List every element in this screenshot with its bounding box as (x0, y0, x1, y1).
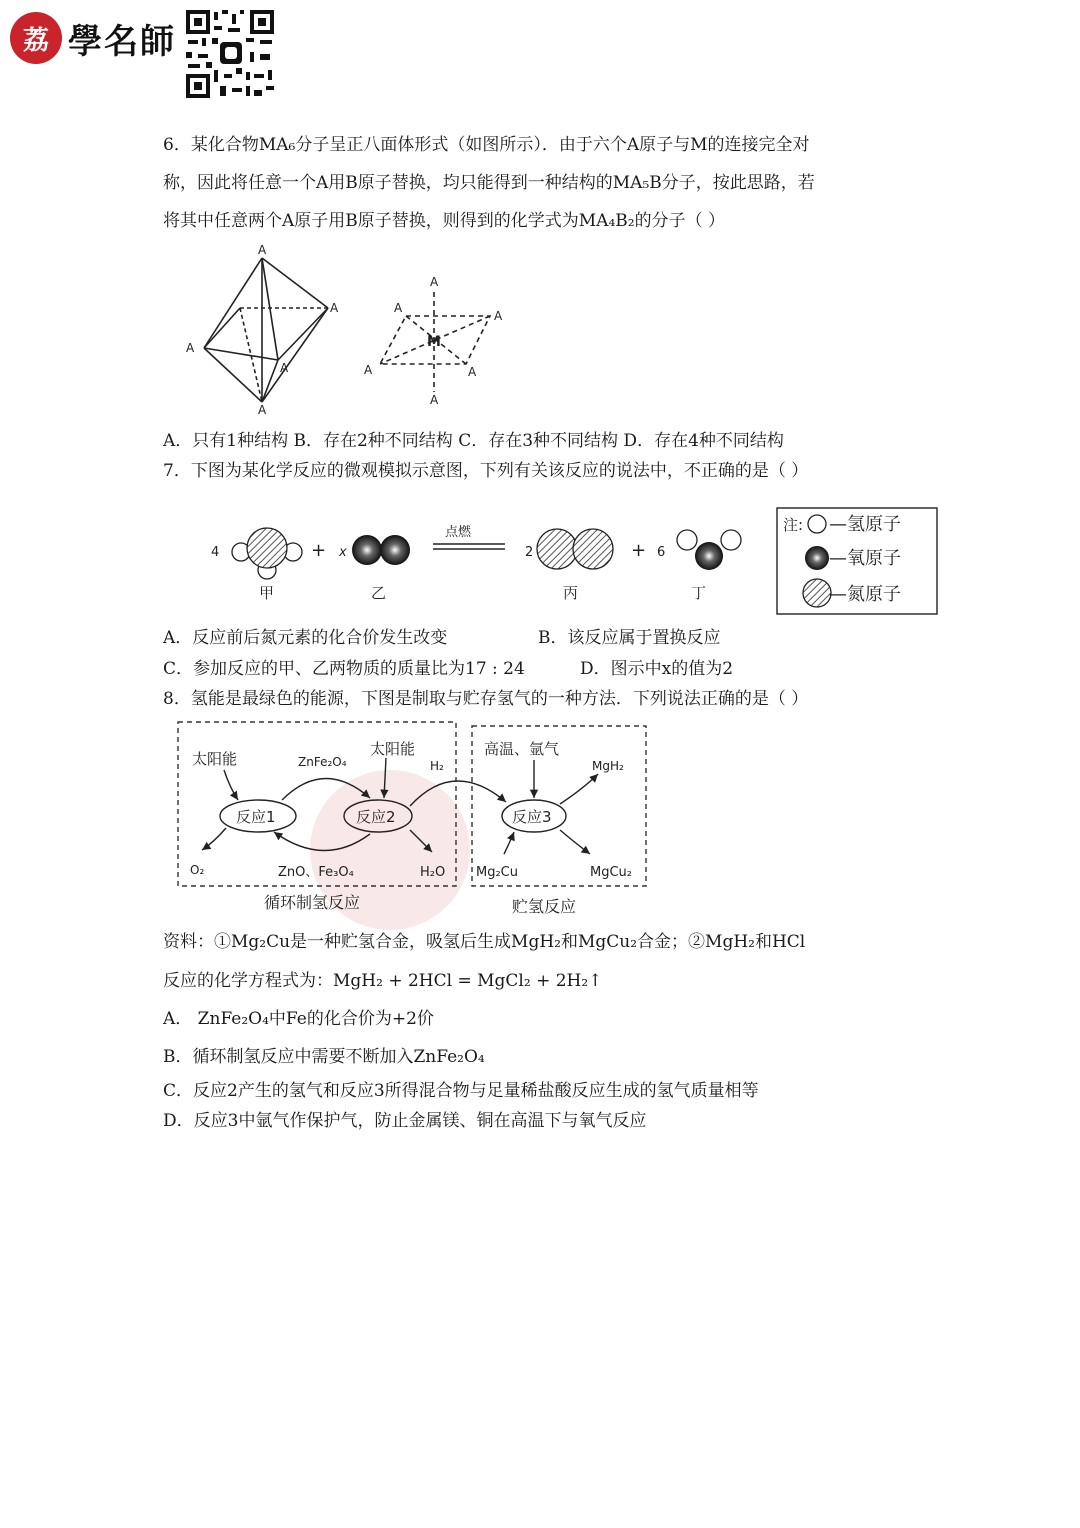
vertex-label: A (430, 275, 439, 289)
seal-icon: 荔 (10, 12, 62, 64)
q6-stem-line2: 称，因此将任意一个A用B原子替换，均只能得到一种结构的MA₅B分子，按此思路，若 (163, 173, 815, 193)
q6-stem-line1: 6．某化合物MA₆分子呈正八面体形式（如图所示）．由于六个A原子与M的连接完全对 (163, 135, 810, 155)
svg-text:+: + (311, 540, 327, 561)
svg-text:MgH₂: MgH₂ (592, 759, 624, 773)
q7-stem: 7．下图为某化学反应的微观模拟示意图，下列有关该反应的说法中，不正确的是（ ） (163, 461, 809, 481)
svg-text:注:: 注: (783, 516, 804, 534)
svg-text:H₂: H₂ (430, 759, 444, 773)
svg-text:反应2: 反应2 (356, 808, 396, 826)
q6-options: A．只有1种结构 B．存在2种不同结构 C．存在3种不同结构 D．存在4种不同结构 (163, 431, 784, 451)
q8-option-b: B．循环制氢反应中需要不断加入ZnFe₂O₄ (163, 1047, 485, 1067)
vertex-label: A (330, 301, 339, 315)
q8-info-line2: 反应的化学方程式为：MgH₂ + 2HCl = MgCl₂ + 2H₂↑ (163, 971, 603, 991)
q8-stem: 8．氢能是最绿色的能源，下图是制取与贮存氢气的一种方法．下列说法正确的是（ ） (163, 689, 809, 709)
q7-reaction-figure (205, 504, 940, 616)
svg-text:+: + (631, 540, 647, 561)
svg-text:高温、氩气: 高温、氩气 (484, 740, 560, 758)
yi-molecule (352, 535, 410, 565)
q7-option-b: B．该反应属于置换反应 (538, 628, 721, 648)
ding-molecule (677, 530, 741, 570)
svg-text:反应3: 反应3 (512, 808, 552, 826)
vertex-label: A (364, 363, 373, 377)
svg-text:H₂O: H₂O (420, 865, 446, 880)
center-label: M (427, 334, 441, 350)
svg-text:太阳能: 太阳能 (192, 750, 238, 768)
vertex-label: A (468, 365, 477, 379)
svg-text:—氧原子: —氧原子 (829, 548, 901, 569)
condition-label: 点燃 (445, 525, 472, 540)
svg-text:O₂: O₂ (190, 863, 205, 877)
q8-info-line1: 资料：①Mg₂Cu是一种贮氢合金，吸氢后生成MgH₂和MgCu₂合金；②MgH₂和HCl (163, 932, 806, 952)
vertex-label: A (494, 309, 503, 323)
brand-name: 學名師 (68, 21, 176, 62)
svg-text:6: 6 (657, 545, 666, 560)
svg-text:甲: 甲 (259, 584, 275, 602)
svg-text:循环制氢反应: 循环制氢反应 (264, 893, 361, 912)
vertex-label: A (258, 243, 267, 257)
vertex-label: A (280, 361, 289, 375)
vertex-label: A (186, 341, 195, 355)
q7-option-a: A．反应前后氮元素的化合价发生改变 (163, 628, 448, 648)
svg-text:—氢原子: —氢原子 (829, 514, 901, 535)
svg-text:x: x (339, 545, 347, 560)
svg-text:Mg₂Cu: Mg₂Cu (476, 865, 518, 880)
svg-text:ZnFe₂O₄: ZnFe₂O₄ (298, 755, 347, 769)
q7-option-c: C．参加反应的甲、乙两物质的质量比为17 : 24 (163, 659, 525, 679)
q7-option-d: D．图示中x的值为2 (580, 659, 734, 679)
q6-stem-line3: 将其中任意两个A原子用B原子替换，则得到的化学式为MA₄B₂的分子（ ） (163, 211, 725, 231)
qr-code-icon (184, 8, 276, 100)
q8-option-c: C．反应2产生的氢气和反应3所得混合物与足量稀盐酸反应生成的氢气质量相等 (163, 1081, 759, 1101)
vertex-label: A (394, 301, 403, 315)
svg-text:—氮原子: —氮原子 (829, 584, 901, 605)
svg-text:2: 2 (525, 545, 534, 560)
svg-text:贮氢反应: 贮氢反应 (512, 897, 577, 916)
bing-molecule (537, 529, 613, 569)
svg-text:MgCu₂: MgCu₂ (590, 865, 632, 880)
svg-text:丁: 丁 (691, 584, 707, 602)
q8-option-d: D．反应3中氩气作保护气，防止金属镁、铜在高温下与氧气反应 (163, 1111, 647, 1131)
svg-text:乙: 乙 (371, 584, 387, 602)
svg-text:反应1: 反应1 (236, 808, 276, 826)
brand-logo (10, 12, 176, 64)
svg-text:丙: 丙 (563, 584, 579, 602)
legend (777, 508, 937, 614)
vertex-label: A (258, 403, 267, 414)
q6-octahedron-figure (180, 242, 520, 414)
q8-option-a: A． ZnFe₂O₄中Fe的化合价为+2价 (163, 1009, 434, 1029)
jia-molecule (232, 528, 302, 579)
svg-text:4: 4 (211, 545, 220, 560)
q8-process-figure (174, 718, 654, 918)
svg-text:太阳能: 太阳能 (370, 740, 416, 758)
svg-text:ZnO、Fe₃O₄: ZnO、Fe₃O₄ (278, 865, 354, 880)
vertex-label: A (430, 393, 439, 407)
